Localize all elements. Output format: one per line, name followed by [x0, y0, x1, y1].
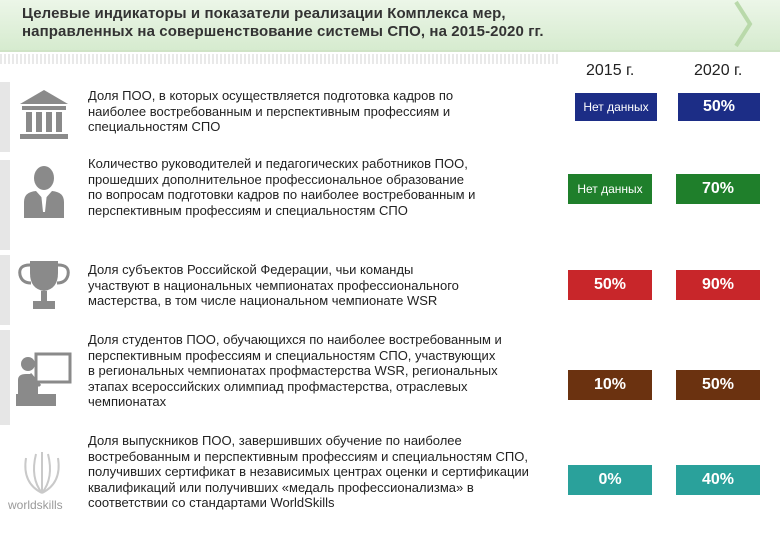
chevron-right-icon [732, 0, 754, 48]
text-line: мастерства, в том числе национальном чемпионате WSR [88, 293, 438, 309]
worldskills-logo-text: worldskills [8, 498, 63, 512]
header-bar [0, 0, 780, 52]
text-line: Доля субъектов Российской Федерации, чьи команды [88, 262, 414, 277]
row-5-description [88, 433, 529, 511]
text-line: этапах всероссийских олимпиад профмастерства, отраслевых [88, 378, 468, 394]
text-line: востребованным и перспективным профессиям и специальностям СПО, [88, 448, 528, 464]
row-4-value-2015: 10% [568, 370, 652, 400]
person-suit-icon [14, 162, 74, 222]
student-at-board-icon [14, 350, 74, 410]
worldskills-logo-icon [12, 448, 72, 498]
text-line: чемпионатах [88, 394, 167, 410]
text-line: соответствии со стандартами WorldSkills [88, 495, 335, 511]
row-1-value-2015: Нет данных [575, 93, 657, 121]
row-3-value-2020: 90% [676, 270, 760, 300]
text-line: Доля ПОО, в которых осуществляется подготовка кадров по [88, 88, 454, 103]
trophy-cup-icon [14, 255, 74, 315]
text-line: наиболее востребованным и перспективным профессиям и [88, 103, 451, 119]
row-1-description [88, 88, 453, 135]
decorative-stripe [0, 54, 560, 64]
row-5-value-2015: 0% [568, 465, 652, 495]
text-line: участвуют в национальных чемпионатах профессионального [88, 277, 459, 293]
row-divider [0, 330, 10, 425]
row-2-value-2015: Нет данных [568, 174, 652, 204]
row-divider [0, 255, 10, 325]
text-line: прошедших дополнительное профессиональное образование [88, 171, 464, 187]
row-2-value-2020: 70% [676, 174, 760, 204]
column-header-2015: 2015 г. [586, 62, 635, 79]
institution-columns-icon [14, 84, 74, 144]
column-header-2020: 2020 г. [694, 62, 743, 79]
text-line: перспективным профессиям и специальностям СПО, участвующих [88, 347, 496, 363]
text-line: в региональных чемпионатах профмастерства WSR, региональных [88, 363, 498, 379]
text-line: перспективным профессиям и специальностям СПО [88, 202, 408, 218]
row-5-value-2020: 40% [676, 465, 760, 495]
text-line: квалификаций или получивших «медаль профессионализма» в [88, 479, 474, 495]
text-line: специальностям СПО [88, 119, 221, 135]
text-line: по вопросам подготовки кадров по наиболее востребованным и [88, 187, 476, 203]
text-line: получивших сертификат в независимых центрах оценки и сертификации [88, 464, 529, 480]
page-title [22, 5, 544, 41]
row-divider [0, 82, 10, 152]
text-line: Доля выпускников ПОО, завершивших обучение по наиболее [88, 433, 462, 448]
text-line: Доля студентов ПОО, обучающихся по наиболее востребованным и [88, 332, 502, 347]
row-4-value-2020: 50% [676, 370, 760, 400]
row-2-description [88, 156, 475, 218]
worldskills-logo [2, 440, 84, 530]
page-title-line-2: направленных на совершенствование системы СПО, на 2015-2020 гг. [22, 23, 544, 40]
page-title-line-1: Целевые индикаторы и показатели реализации Комплекса мер, [22, 5, 506, 22]
row-3-description [88, 262, 459, 309]
text-line: Количество руководителей и педагогических работников ПОО, [88, 156, 468, 171]
row-divider [0, 160, 10, 250]
row-3-value-2015: 50% [568, 270, 652, 300]
row-1-value-2020: 50% [678, 93, 760, 121]
row-4-description [88, 332, 502, 410]
